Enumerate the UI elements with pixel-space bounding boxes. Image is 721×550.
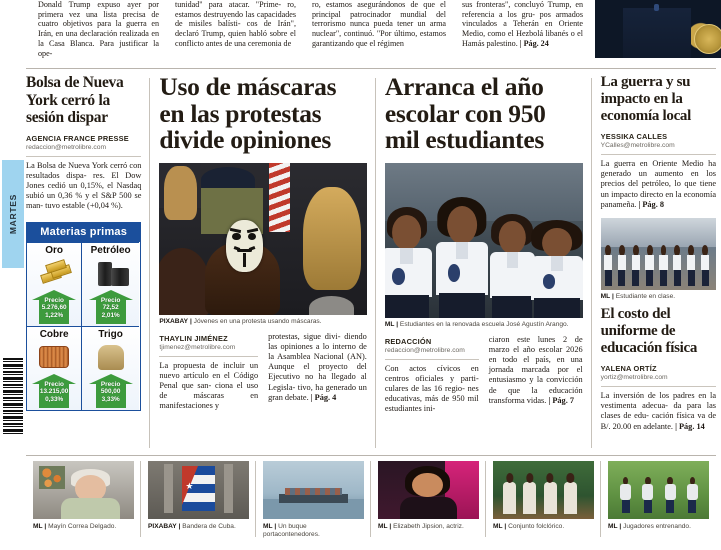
masks-body-b-text: protestas, sigue divi- diendo las opiniones a lo interno de la Asamblea Nacional (AN). Aunque el proyecto del Ejecutivo no ha llegado al Legisla- tivo, ha generado un gran debate. xyxy=(268,331,367,402)
photo-caption-text: Estudiante en clase. xyxy=(615,293,676,301)
school-byline: REDACCIÓN xyxy=(384,336,432,346)
thumbnail-caption: ML | Un buque portacontenedores. xyxy=(263,523,320,538)
uniform-cost-headline: El costo del uniforme de educación física xyxy=(600,306,698,357)
byline-divider xyxy=(601,386,716,387)
commodities-table xyxy=(26,222,141,411)
student-figure xyxy=(436,206,487,318)
masks-body-a: La propuesta de incluir un nuevo artículo en el Código Penal que san- ciona el uso de máscaras en manifestaciones y xyxy=(159,360,259,411)
photo-caption-text: Jóvenes en una protesta usando máscaras. xyxy=(193,317,322,325)
commodity-name: Petróleo xyxy=(90,244,131,256)
war-economy-page-ref: | Pág. 8 xyxy=(638,199,664,209)
photo-credit: ML xyxy=(33,523,43,530)
commodity-name: Trigo xyxy=(98,328,123,340)
thumbnail-caption: ML | Elizabeth Jipsion, actriz. xyxy=(378,523,464,530)
thumbnail-item[interactable] xyxy=(141,461,256,545)
photo-caption-text: Un buque portacontenedores. xyxy=(263,523,320,538)
thumbnail-caption: ML | Jugadores entrenando. xyxy=(608,523,691,530)
students-row xyxy=(601,245,716,285)
masks-email: tjimenez@metrolibre.com xyxy=(159,343,236,351)
guy-fawkes-mask-icon xyxy=(226,220,263,272)
stock-body: La Bolsa de Nueva York cerró con resultados dispa- res. El Dow Jones cedió un 0,15%, el Nasdaq subió un 0,36 % y el S&P 500 se man- tuvo estable (+0,04 %). xyxy=(26,160,142,211)
column-stock-market xyxy=(26,74,150,452)
price-change: 3,33% xyxy=(101,395,120,403)
school-body-b xyxy=(489,335,583,406)
uniform-cost-body-text: La inversión de los padres en la vestimenta adecua- da para las clases de edu- cación física va de B/. 20.00 en adelante. xyxy=(600,391,716,431)
thumbnail-caption: ML | Conjunto folclórico. xyxy=(493,523,565,530)
day-tab-label: MARTES xyxy=(8,193,18,235)
students-photo-caption: ML | Estudiantes en la renovada escuela José Agustín Arango. xyxy=(384,320,569,328)
folk-dance-photo xyxy=(493,461,594,519)
column-school-story xyxy=(376,74,592,452)
photo-credit: PIXABAY xyxy=(148,523,177,530)
actress-portrait-photo xyxy=(378,461,479,519)
price-change: 0,33% xyxy=(45,395,64,403)
day-tab xyxy=(2,160,24,268)
student-figure xyxy=(531,228,582,318)
commodity-cell-copper xyxy=(27,326,82,410)
uniform-cost-email: yortiz@metrolibre.com xyxy=(600,374,668,382)
top-page-ref: | Pág. 24 xyxy=(519,38,549,48)
school-headline: Arranca el año escolar con 950 mil estudiantes xyxy=(384,72,546,154)
uniform-cost-byline: YALENA ORTÍZ xyxy=(600,364,657,374)
thumbnail-caption: PIXABAY | Bandera de Cuba. xyxy=(148,523,236,530)
war-economy-byline: YESSIKA CALLES xyxy=(600,132,668,141)
protest-photo-caption: PIXABAY | Jóvenes en una protesta usando máscaras. xyxy=(159,317,322,325)
oil-drum-icon xyxy=(82,258,139,290)
trump-podium-photo xyxy=(595,0,721,58)
thumbnail-item[interactable] xyxy=(256,461,371,545)
photo-caption-text: Elizabeth Jipsion, actriz. xyxy=(393,523,464,530)
thumbnail-item[interactable] xyxy=(26,461,141,545)
barcode xyxy=(3,358,23,436)
gold-bars-icon xyxy=(27,258,81,290)
price-arrow-up xyxy=(89,374,133,408)
war-economy-body xyxy=(601,159,716,210)
price-value: 5.276,60 xyxy=(41,304,67,312)
thumbnail-item[interactable] xyxy=(486,461,601,545)
classroom-photo-caption: ML | Estudiante en clase. xyxy=(600,293,676,301)
school-page-ref: | Pág. 7 xyxy=(548,395,574,405)
commodities-title: Materias primas xyxy=(27,223,140,242)
stock-byline: AGENCIA FRANCE PRESSE xyxy=(26,133,129,143)
price-value: 13.215,00 xyxy=(39,388,69,396)
masks-byline: THAYLIN JIMÉNEZ xyxy=(159,333,228,343)
container-ship-photo xyxy=(263,461,364,519)
top-col-4-text: sus fronteras", concluyó Trump, en referencia a los gru- pos armados vinculados a Teherán en Oriente Medio, como el Hezbolá libanés o el Hamás palestino. xyxy=(462,0,583,48)
photo-caption-text: Conjunto folclórico. xyxy=(508,523,565,530)
byline-divider xyxy=(159,356,258,357)
top-col-1: Donald Trump expuso ayer por primera vez una lista precisa de cuatro objetivos para la guerra en Irán, en una declaración realizada en la Casa Blanca. Para justificar la ope- xyxy=(38,0,159,58)
soccer-training-photo xyxy=(608,461,709,519)
column-right-rail xyxy=(592,74,716,452)
bottom-thumbnail-strip xyxy=(26,461,716,545)
student-figure xyxy=(385,215,432,317)
war-economy-body-text: La guerra en Oriente Medio ha generado un aumento en los precios del petróleo, lo que tiene un impacto directo en la economía panameña. xyxy=(600,159,716,209)
uniform-cost-page-ref: | Pág. 14 xyxy=(675,421,705,431)
price-label: Precio xyxy=(44,380,64,388)
masks-page-ref: | Pág. 4 xyxy=(310,392,337,402)
byline-divider xyxy=(26,156,141,157)
student-figure xyxy=(490,221,535,317)
price-label: Precio xyxy=(100,296,121,304)
photo-caption-text: Mayín Correa Delgado. xyxy=(48,523,117,530)
photo-credit: ML xyxy=(384,320,395,328)
column-masks-story xyxy=(150,74,375,452)
commodity-cell-oil xyxy=(82,242,139,326)
portrait-woman-photo xyxy=(33,461,134,519)
school-body-b-text: ciaron este lunes 2 de marzo el año escolar 2026 en todo el país, en una jornada marcada por el entusiasmo y la convicción de que la educación transforma vidas. xyxy=(488,334,583,405)
presidential-seal-icon xyxy=(694,24,721,54)
photo-credit: PIXABAY xyxy=(159,317,189,325)
price-change: 2,01% xyxy=(101,311,120,319)
photo-credit: ML xyxy=(263,523,273,530)
flag-in-photo xyxy=(269,163,290,233)
stock-email: redaccion@metrolibre.com xyxy=(26,143,107,151)
wheat-sack-icon xyxy=(82,342,139,374)
top-col-3: ro, estamos asegurándonos de que el principal patrocinador mundial del terrorismo nunca pueda tener un arma nuclear", continuó. "Por último, estamos garantizando que el régimen xyxy=(312,0,446,48)
price-value: 72,52 xyxy=(102,304,119,312)
stock-headline: Bolsa de Nueva York cerró la sesión dispar xyxy=(26,74,124,126)
price-label: Precio xyxy=(100,380,121,388)
school-email: redaccion@metrolibre.com xyxy=(384,346,465,354)
podium-shape xyxy=(623,8,691,58)
microphone-icon xyxy=(654,4,659,11)
price-arrow-up xyxy=(89,290,133,324)
bottom-divider-rule xyxy=(26,455,716,456)
photo-caption-text: Estudiantes en la renovada escuela José Agustín Arango. xyxy=(399,320,569,328)
school-body-a: Con actos cívicos en centros oficiales y parti- culares de las 16 regio- nes educativas, más de 950 mil estudiantes ini- xyxy=(384,363,479,414)
price-change: 1,22% xyxy=(45,311,64,319)
commodities-grid xyxy=(27,242,140,410)
top-divider-rule xyxy=(26,68,716,69)
copper-coil-icon xyxy=(27,342,81,374)
top-col-2: tunidad" para atacar. "Prime- ro, estamos destruyendo las capacidades de misiles balísti- cos de Irán", declaró Trump, quien habló sobre el conflicto antes de una ceremonia de xyxy=(175,0,296,48)
cuba-flag-photo: ★ xyxy=(148,461,249,519)
photo-credit: ML xyxy=(378,523,388,530)
masks-headline: Uso de máscaras en las protestas divide opiniones xyxy=(159,72,337,154)
commodity-name: Oro xyxy=(45,244,64,256)
top-col-4 xyxy=(454,0,591,64)
protest-photo xyxy=(159,163,366,315)
photo-credit: ML xyxy=(608,523,618,530)
price-label: Precio xyxy=(44,296,64,304)
price-arrow-up xyxy=(32,290,76,324)
photo-credit: ML xyxy=(600,293,611,301)
commodity-name: Cobre xyxy=(39,328,69,340)
byline-divider xyxy=(601,154,716,155)
commodity-cell-wheat xyxy=(82,326,139,410)
thumbnail-caption: ML | Mayín Correa Delgado. xyxy=(33,523,117,530)
price-arrow-up xyxy=(32,374,76,408)
photo-caption-text: Jugadores entrenando. xyxy=(623,523,691,530)
masks-body-b xyxy=(268,332,367,403)
byline-divider xyxy=(385,359,479,360)
students-photo xyxy=(385,163,583,318)
thumbnail-item[interactable] xyxy=(371,461,486,545)
uniform-cost-body xyxy=(601,391,716,432)
photo-credit: ML xyxy=(493,523,503,530)
classroom-photo xyxy=(601,218,716,290)
commodity-cell-gold xyxy=(27,242,82,326)
photo-caption-text: Bandera de Cuba. xyxy=(182,523,236,530)
war-economy-email: YCalles@metrolibre.com xyxy=(600,142,675,149)
main-content-grid xyxy=(26,74,716,452)
war-economy-headline: La guerra y su impacto en la economía local xyxy=(600,74,691,124)
thumbnail-item[interactable] xyxy=(601,461,716,545)
price-value: 500,00 xyxy=(100,388,121,396)
